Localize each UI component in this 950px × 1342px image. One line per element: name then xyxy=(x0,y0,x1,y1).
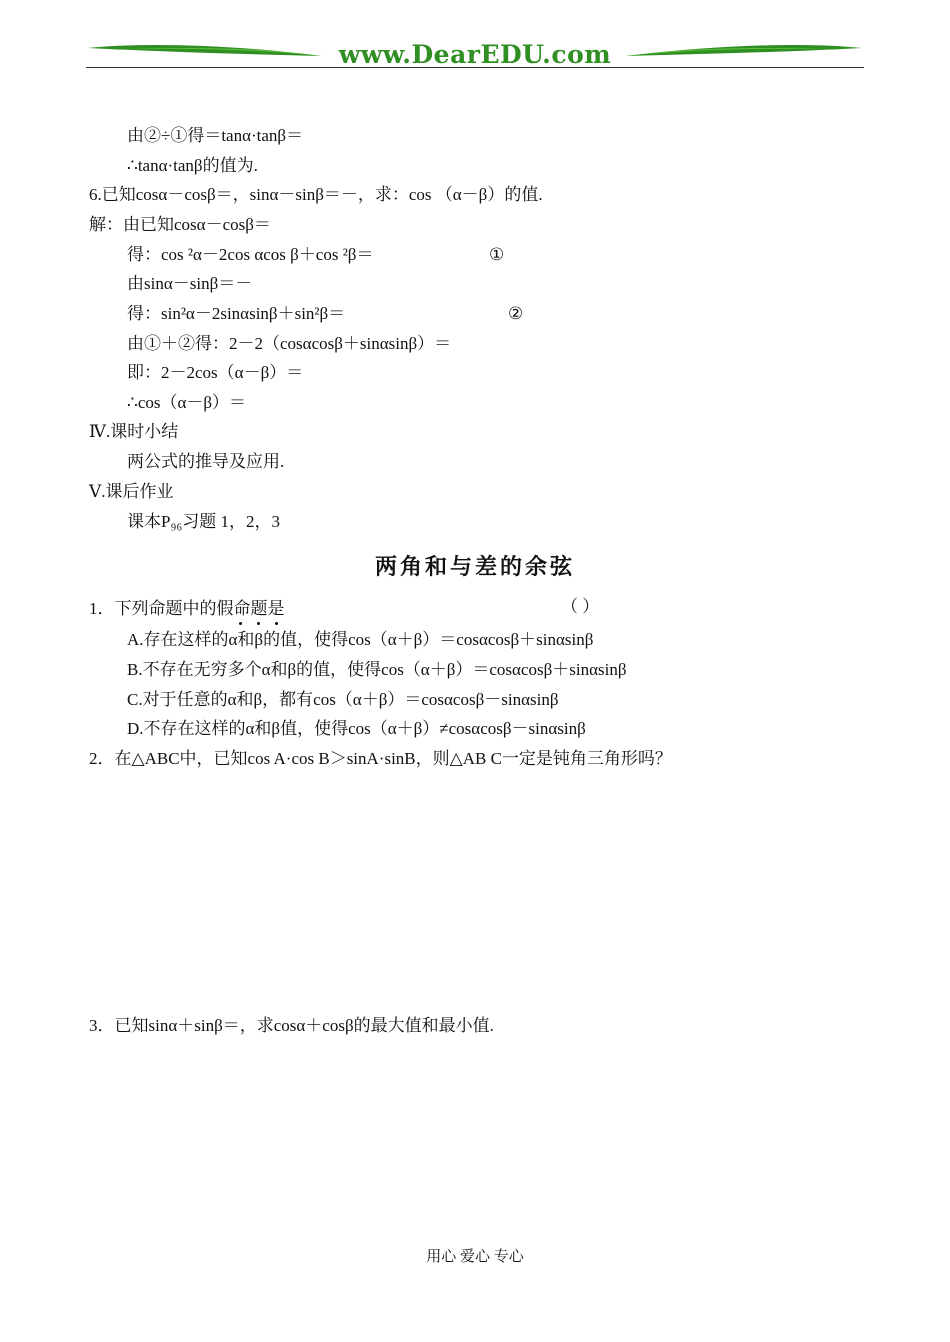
equation-marker-1: ① xyxy=(489,245,505,264)
section-heading: Ⅳ.课时小结 xyxy=(89,422,179,441)
summary-text: 两公式的推导及应用. xyxy=(127,452,285,471)
solution-line: 即：2－2cos（α－β）＝ xyxy=(127,363,304,382)
question-2: 2．在△ABC中，已知cos A·cos B＞sinA·sinB，则△AB C一定是钝角三角形吗？ xyxy=(89,749,672,768)
solution-line: ∴tanα·tanβ的值为. xyxy=(127,156,258,175)
solution-line: 解：由已知cosα－cosβ＝ xyxy=(89,215,271,234)
question-3: 3．已知sinα＋sinβ＝，求cosα＋cosβ的最大值和最小值. xyxy=(89,1016,494,1035)
solution-line: 得：cos ²α－2cos αcos β＋cos ²β＝ xyxy=(127,245,374,264)
header-divider xyxy=(86,67,864,68)
equation-marker-2: ② xyxy=(508,304,524,323)
section-heading: Ⅴ.课后作业 xyxy=(89,482,174,501)
homework-text: 课本P₉₆习题 1，2，3 xyxy=(127,512,281,531)
option-d: D.不存在这样的α和β值，使得cos（α＋β）≠cosαcosβ－sinαsinβ xyxy=(127,719,586,738)
question-1-stem: 1．下列命题中的假命题是 xyxy=(89,599,285,618)
solution-line: 由①＋②得：2－2（cosαcosβ＋sinαsinβ）＝ xyxy=(127,334,452,353)
site-header-banner xyxy=(86,36,864,70)
solution-line: 由sinα－sinβ＝－ xyxy=(127,274,253,293)
solution-line: 得：sin²α－2sinαsinβ＋sin²β＝ xyxy=(127,304,346,323)
exercise-title: 两角和与差的余弦 xyxy=(374,554,575,579)
emphasis-dot xyxy=(275,622,278,625)
option-b: B.不存在无穷多个α和β的值，使得cos（α＋β）＝cosαcosβ＋sinαsinβ xyxy=(127,660,627,679)
solution-line: ∴cos（α－β）＝ xyxy=(127,393,247,412)
option-a: A.存在这样的α和β的值，使得cos（α＋β）＝cosαcosβ＋sinαsinβ xyxy=(127,630,594,649)
problem-6: 6.已知cosα－cosβ＝，sinα－sinβ＝－，求：cos （α－β）的值. xyxy=(89,185,543,204)
emphasis-dot xyxy=(239,622,242,625)
page-footer: 用心 爱心 专心 xyxy=(426,1249,524,1265)
option-c: C.对于任意的α和β，都有cos（α＋β）＝cosαcosβ－sinαsinβ xyxy=(127,690,559,709)
site-name: www.DearEDU.com xyxy=(338,40,612,69)
solution-line: 由②÷①得＝tanα·tanβ＝ xyxy=(127,126,304,145)
emphasis-dot xyxy=(257,622,260,625)
answer-blank: （ ） xyxy=(561,597,600,616)
